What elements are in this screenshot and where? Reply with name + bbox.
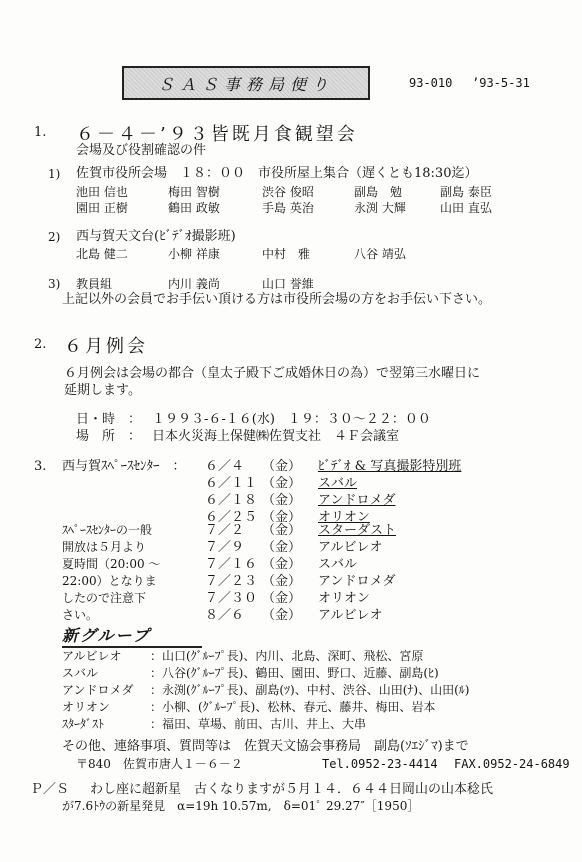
schedule-day: （金） xyxy=(262,476,302,491)
schedule-group: アルビレオ xyxy=(318,608,383,623)
name: 園田 正樹 xyxy=(76,201,128,215)
schedule-row xyxy=(0,540,582,556)
schedule-date: ６／１８ xyxy=(205,493,258,508)
contact-line: その他、連絡事項、質問等は 佐賀天文協会事務局 副島(ｿｴｼﾞﾏ)まで xyxy=(62,739,469,754)
group-members: ：八谷(ｸﾞﾙｰﾌﾟ長)、鶴田、園田、野口、近藤、副島(ﾋ) xyxy=(150,666,439,680)
ps-label: Ｐ／Ｓ xyxy=(30,782,70,797)
schedule-row xyxy=(0,608,582,624)
schedule-group: スバル xyxy=(318,476,358,491)
schedule-day: （金） xyxy=(262,523,302,538)
schedule-date: ７／２３ xyxy=(205,574,258,589)
new-groups-title: 新グループ xyxy=(62,626,151,645)
section-1-subtitle: 会場及び役割確認の件 xyxy=(76,143,207,158)
side-note-3: 夏時間（20:00 ～ xyxy=(62,557,161,571)
schedule-group: スターダスト xyxy=(318,523,397,538)
group-name: アンドロメダ xyxy=(62,683,134,697)
schedule-group: スバル xyxy=(318,557,358,572)
schedule-day: （金） xyxy=(262,574,302,589)
name: 山田 直弘 xyxy=(440,201,492,215)
group-name: オリオン xyxy=(62,700,110,714)
schedule-group: ﾋﾞﾃﾞｵ & 写真撮影特別班 xyxy=(318,459,462,474)
item-1-number: 1) xyxy=(48,167,61,181)
schedule-day: （金） xyxy=(262,608,302,623)
contact-address: 〒840 佐賀市唐人１－６－２ xyxy=(76,757,243,771)
side-note-2: 開放は５月より xyxy=(62,540,147,554)
schedule-date: ７／１６ xyxy=(205,557,258,572)
schedule-row xyxy=(0,476,582,492)
schedule-date: ７／９ xyxy=(205,540,245,555)
schedule-day: （金） xyxy=(262,540,302,555)
schedule-day: （金） xyxy=(262,459,302,474)
schedule-row xyxy=(0,591,582,607)
name: 渋谷 俊昭 xyxy=(262,185,314,199)
contact-fax: FAX.0952-24-6849 xyxy=(454,757,570,771)
group-name: アルビレオ xyxy=(62,649,122,663)
name: 副島 勉 xyxy=(354,185,403,199)
side-note-4: 22:00）となりま xyxy=(62,574,157,588)
schedule-date: ７／３０ xyxy=(205,591,258,606)
item-2-number: 2) xyxy=(48,230,61,244)
group-members: ：福田、草場、前田、古川、井上、大串 xyxy=(150,717,367,731)
item-3-number: 3) xyxy=(48,277,61,291)
group-row xyxy=(0,682,582,698)
section-2-body-2: 延期します。 xyxy=(64,383,141,398)
group-row xyxy=(0,648,582,664)
side-note-1: ｽﾍﾟｰｽｾﾝﾀｰの一般 xyxy=(62,523,153,537)
schedule-day: （金） xyxy=(262,591,302,606)
item-1-names-row-2 xyxy=(0,200,582,216)
newsletter-title: ＳＡＳ事務局便り xyxy=(122,66,370,100)
schedule-group: アンドロメダ xyxy=(318,493,396,508)
name: 手島 英治 xyxy=(262,201,314,215)
venue-label: 西与賀ｽﾍﾟｰｽｾﾝﾀｰ ： xyxy=(62,459,186,474)
ps-line-1: わし座に超新星 古くなりますが５月１４．６４４日岡山の山本稔氏 xyxy=(90,782,494,797)
item-2-head: 西与賀天文台(ﾋﾞﾃﾞｵ撮影班) xyxy=(76,229,236,244)
item-1-names-row-1 xyxy=(0,184,582,200)
item-3-head xyxy=(0,276,582,292)
side-note-6: さい。 xyxy=(62,608,99,622)
group-members: ：永渕(ｸﾞﾙｰﾌﾟ長)、副島(ﾂ)、中村、渋谷、山田(ﾅ)、山田(ﾙ) xyxy=(150,683,470,697)
name: 内川 義尚 xyxy=(168,277,220,291)
schedule-date: ６／１１ xyxy=(205,476,258,491)
schedule-row xyxy=(0,557,582,573)
name: 梅田 智樹 xyxy=(168,185,220,199)
schedule-day: （金） xyxy=(262,510,302,525)
group-row xyxy=(0,665,582,681)
schedule-group: オリオン xyxy=(318,510,370,525)
section-2-body-1: ６月例会は会場の都合（皇太子殿下ご成婚休日の為）で翌第三水曜日に xyxy=(64,366,481,381)
schedule-date: ６／２５ xyxy=(205,510,258,525)
section-2-title: ６月例会 xyxy=(64,336,148,357)
group-members: ：小柳、(ｸﾞﾙｰﾌﾟ長)、松林、春元、藤井、梅田、岩本 xyxy=(150,700,436,714)
schedule-date: ８／６ xyxy=(205,608,245,623)
date-label: 日・時 ： xyxy=(76,412,142,427)
schedule-row xyxy=(0,523,582,539)
date-value: １９９３-６-１６(水) １９：３０～２２：００ xyxy=(152,412,431,427)
schedule-date: ６／４ xyxy=(205,459,245,474)
item-1-head: 佐賀市役所会場 １８：００ 市役所屋上集合（遅くとも18:30迄） xyxy=(76,166,478,181)
name: 小柳 祥康 xyxy=(168,247,220,261)
place-value: 日本火災海上保健㈱佐賀支社 ４Ｆ会議室 xyxy=(152,429,400,444)
group-members: ：山口(ｸﾞﾙｰﾌﾟ長)、内川、北島、深町、飛松、宮原 xyxy=(150,649,424,663)
group-row xyxy=(0,716,582,732)
group-label: 教員組 xyxy=(76,277,113,291)
group-row xyxy=(0,699,582,715)
ps-line-2: が7.6ﾄｳの新星発見 α=19h 10.57m, δ=01ﾟ 29.27″［1950］ xyxy=(62,799,420,813)
schedule-group: アンドロメダ xyxy=(318,574,396,589)
contact-tel: Tel.0952-23-4414 xyxy=(322,757,438,771)
schedule-group: オリオン xyxy=(318,591,370,606)
section-2-number: 2. xyxy=(34,337,47,352)
item-2-names-row xyxy=(0,246,582,262)
name: 副島 泰臣 xyxy=(440,185,492,199)
side-note-5: したので注意下 xyxy=(62,591,147,605)
schedule-row xyxy=(0,493,582,509)
schedule-day: （金） xyxy=(262,493,302,508)
group-name: ｽﾀｰﾀﾞｽﾄ xyxy=(62,717,105,731)
section-1-number: 1. xyxy=(34,125,47,140)
name: 中村 雅 xyxy=(262,247,311,261)
place-label: 場 所 ： xyxy=(76,429,142,444)
doc-number: 93-010 xyxy=(409,76,453,90)
schedule-group: アルビレオ xyxy=(318,540,383,555)
section-1-title: ６－４－’９３皆既月食観望会 xyxy=(76,124,358,145)
schedule-row xyxy=(0,574,582,590)
name: 北島 健二 xyxy=(76,247,128,261)
name: 永渕 大輝 xyxy=(354,201,406,215)
group-name: スバル xyxy=(62,666,99,680)
schedule-date: ７／２ xyxy=(205,523,245,538)
schedule-day: （金） xyxy=(262,557,302,572)
name: 山口 誉維 xyxy=(262,277,314,291)
schedule-row xyxy=(0,459,582,475)
name: 八谷 靖弘 xyxy=(354,247,406,261)
name: 鶴田 政敏 xyxy=(168,201,220,215)
doc-date: ’93-5-31 xyxy=(472,76,530,90)
section-3-number: 3. xyxy=(34,459,47,474)
name: 池田 信也 xyxy=(76,185,128,199)
item-3-note: 上記以外の会員でお手伝い頂ける方は市役所会場の方をお手伝い下さい。 xyxy=(62,292,492,307)
